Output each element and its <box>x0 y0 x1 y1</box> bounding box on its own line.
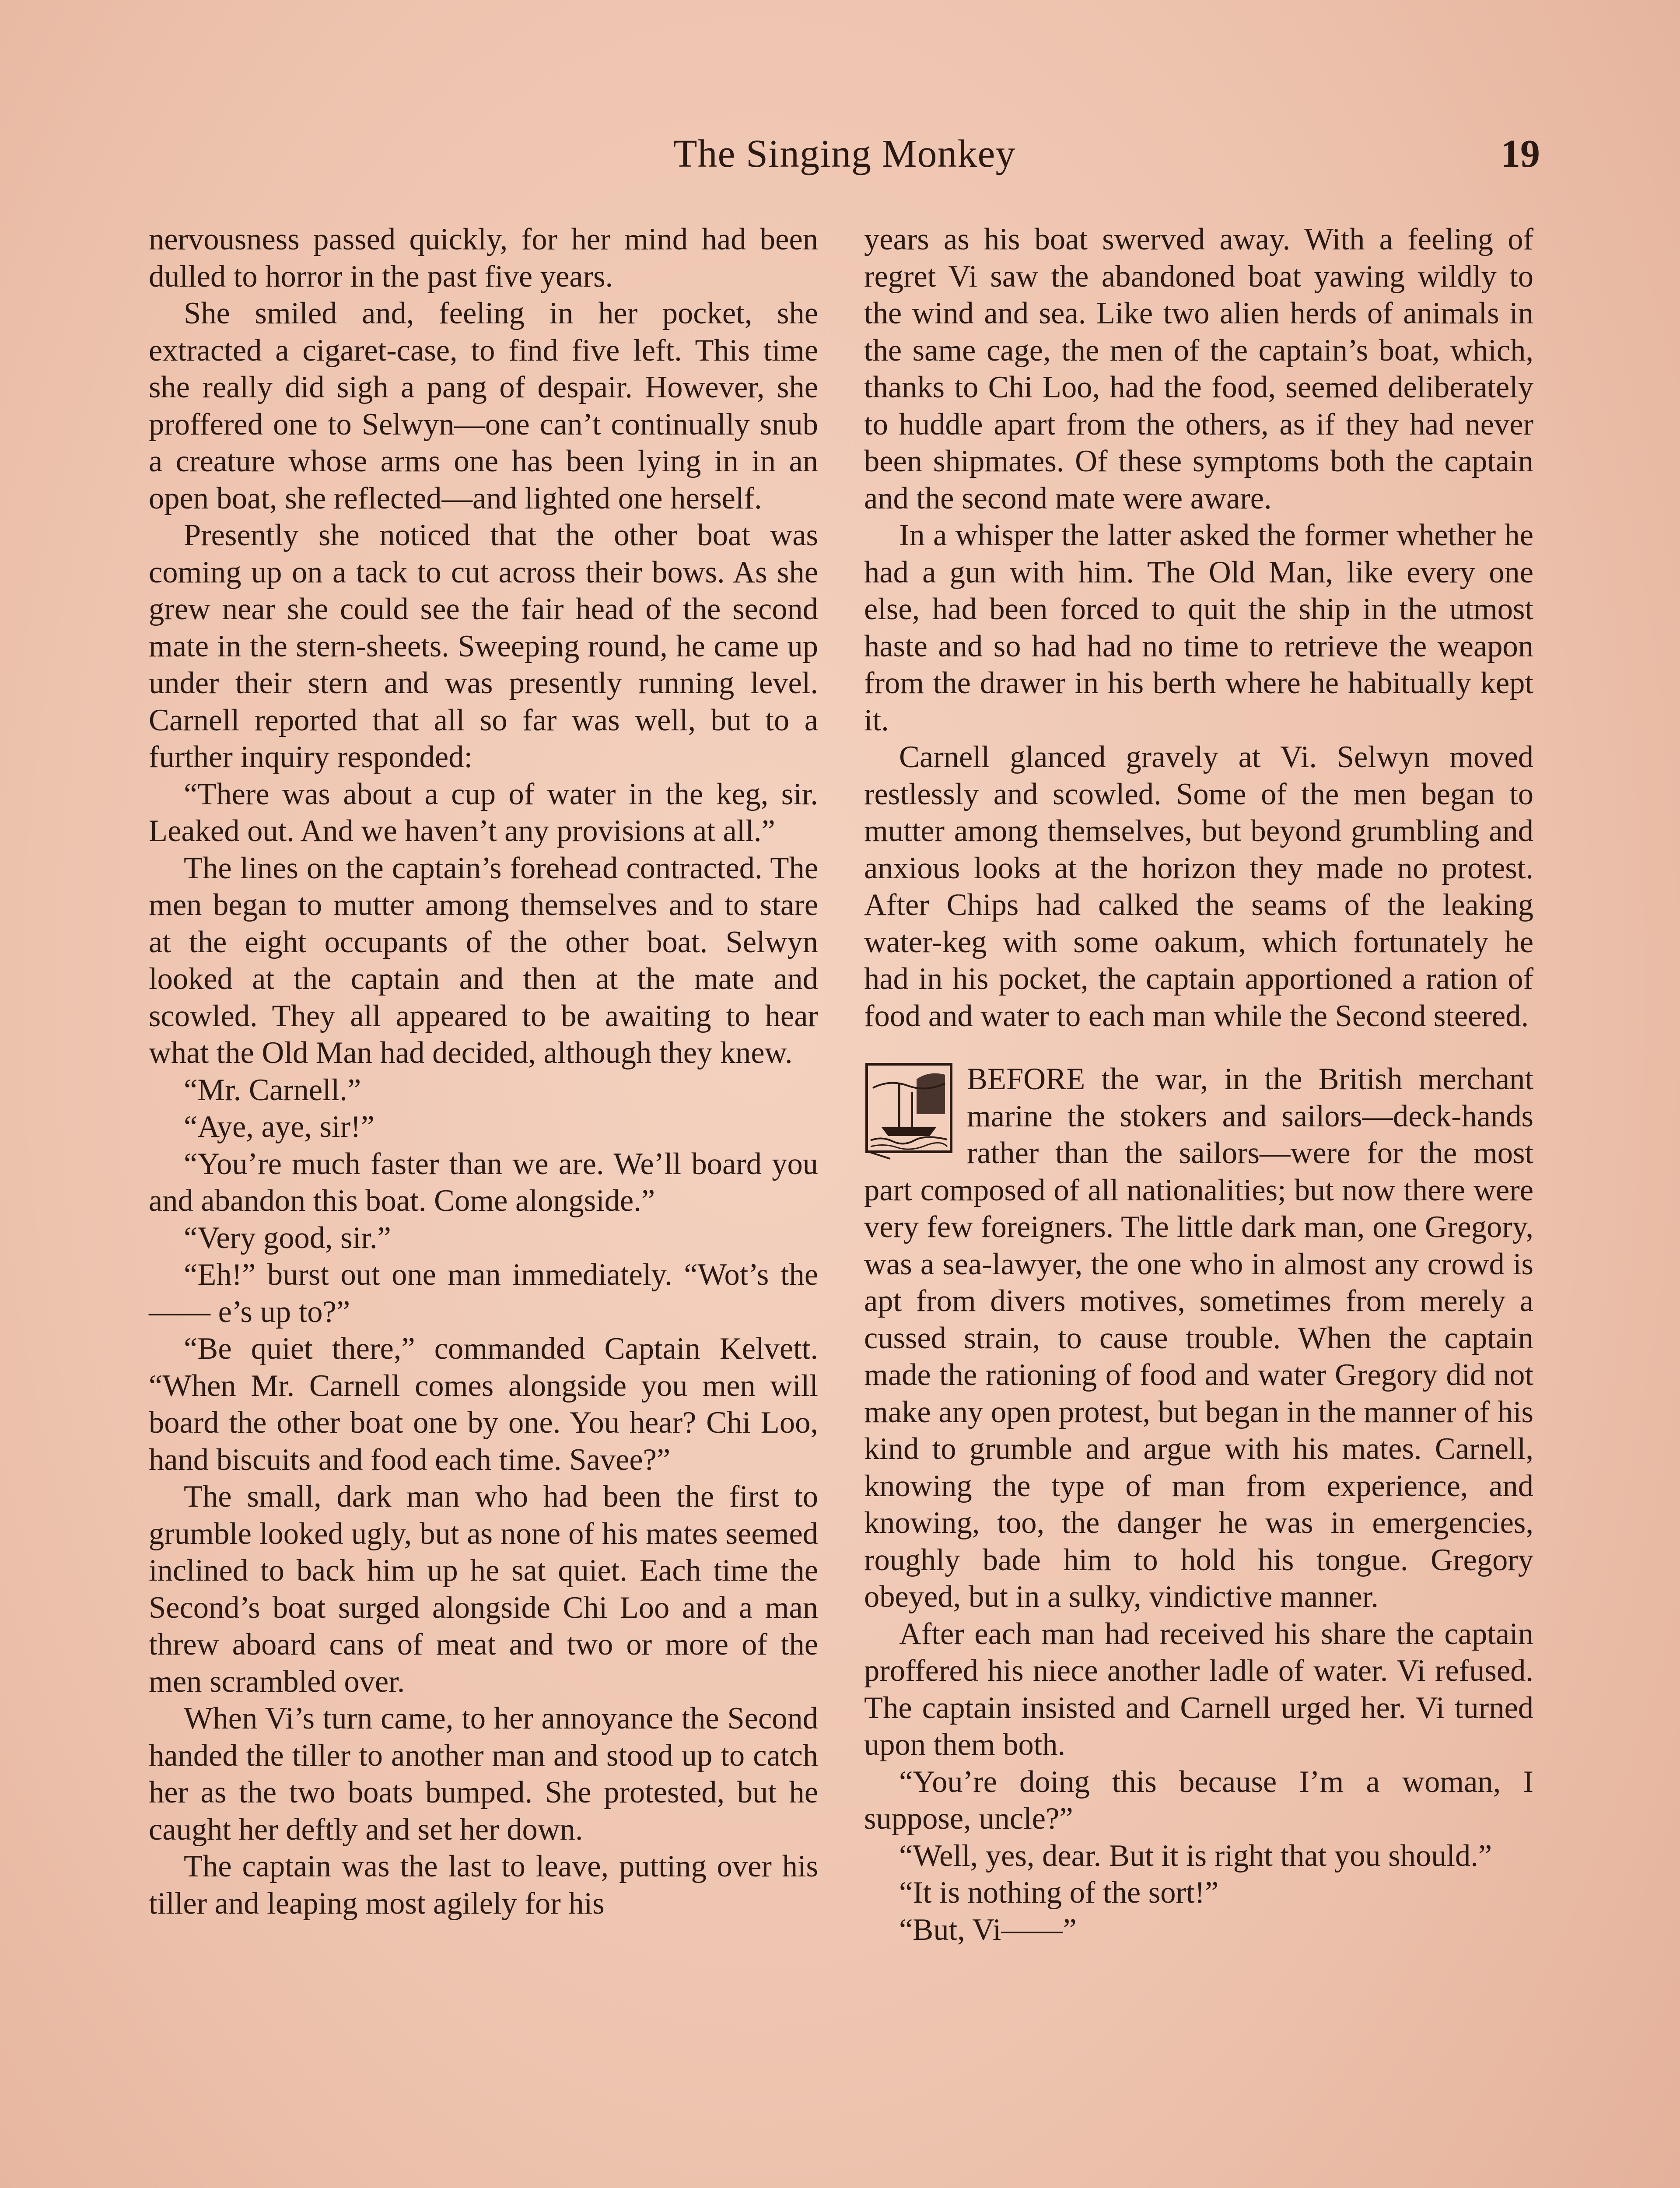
ship-at-sea-icon <box>864 1062 954 1160</box>
paragraph: “Aye, aye, sir!” <box>184 1110 374 1144</box>
paragraph: “Well, yes, dear. But it is right that you should.” <box>899 1838 1492 1873</box>
paragraph: “There was about a cup of water in the keg, sir. Leaked out. And we haven’t any provisions at all.” <box>149 777 818 848</box>
paragraph: “Be quiet there,” commanded Captain Kelvett. “When Mr. Carnell comes alongside you men will board the other boat one by one. You hear? Chi Loo, hand biscuits and food each time. Savee?” <box>149 1332 818 1477</box>
paragraph: In a whisper the latter asked the former whether he had a gun with him. The Old Man, like every one else, had been forced to quit the ship in the utmost haste and so had had no time to retrieve the weapon from the drawer in his berth where he habitually kept it. <box>864 518 1533 737</box>
paragraph: The small, dark man who had been the first to grumble looked ugly, but as none of his mates seemed inclined to back him up he sat quiet. Each time the Second’s boat surged alongside Chi Loo and a man threw aboard cans of meat and two or more of the men scrambled over. <box>149 1480 818 1699</box>
paragraph: “You’re doing this because I’m a woman, I suppose, uncle?” <box>864 1764 1533 1836</box>
paragraph: “Very good, sir.” <box>184 1220 391 1255</box>
paragraph: After each man had received his share the captain proffered his niece another ladle of water. Vi refused. The captain insisted and Carnell urged her. Vi turned upon them both. <box>864 1616 1533 1762</box>
paragraph: The lines on the captain’s forehead contracted. The men began to mutter among themselves and to stare at the eight occupants of the other boat. Selwyn looked at the captain and then at the mate and scowled. They all appeared to be awaiting to hear what the Old Man had decided, although they knew. <box>149 851 818 1070</box>
page-number: 19 <box>1501 132 1540 175</box>
paragraph: When Vi’s turn came, to her annoyance the Second handed the tiller to another man and stood up to catch her as the two boats bumped. She protested, but he caught her deftly and set her down. <box>149 1701 818 1847</box>
paragraph: nervousness passed quickly, for her mind had been dulled to horror in the past five years. <box>149 222 818 294</box>
paragraph: “It is nothing of the sort!” <box>899 1876 1219 1910</box>
paragraph: BEFORE the war, in the British merchant marine the stokers and sailors—deck-hands rather than the sailors—were for the most part composed of all nationalities; but now there were very few foreigners. The little dark man, one Gregory, was a sea-lawyer, the one who in almost any crowd is apt from divers motives, sometimes from merely a cussed strain, to cause trouble. When the captain made the rationing of food and water Gregory did not make any open protest, but began in the manner of his kind to grumble and argue with his mates. Carnell, knowing the type of man from experience, and knowing, too, the danger he was in emergencies, roughly bade him to hold his tongue. Gregory obeyed, but in a sulky, vindictive manner. <box>864 1062 1533 1614</box>
paragraph: “Mr. Carnell.” <box>184 1073 361 1107</box>
paragraph: The captain was the last to leave, putting over his tiller and leaping most agilely for his <box>149 1849 818 1921</box>
paragraph: years as his boat swerved away. With a feeling of regret Vi saw the abandoned boat yawing wildly to the wind and sea. Like two alien herds of animals in the same cage, the men of the captain’s boat, which, thanks to Chi Loo, had the food, seemed deliberately to huddle apart from the others, as if they had never been shipmates. Of these symptoms both the captain and the second mate were aware. <box>864 222 1533 515</box>
running-title: The Singing Monkey <box>673 132 1016 175</box>
running-head <box>149 131 1540 188</box>
paragraph: “You’re much faster than we are. We’ll board you and abandon this boat. Come alongside.” <box>149 1147 818 1218</box>
right-column <box>864 221 1533 2188</box>
paragraph: Carnell glanced gravely at Vi. Selwyn moved restlessly and scowled. Some of the men began to mutter among themselves, but beyond grumbling and anxious looks at the horizon they made no protest. After Chips had calked the seams of the leaking water-keg with some oakum, which fortunately he had in his pocket, the captain apportioned a ration of food and water to each man while the Second steered. <box>864 740 1533 1033</box>
paragraph: Presently she noticed that the other boat was coming up on a tack to cut across their bows. As she grew near she could see the fair head of the second mate in the stern-sheets. Sweeping round, he came up under their stern and was presently running level. Carnell reported that all so far was well, but to a further inquiry responded: <box>149 518 818 774</box>
left-column <box>149 221 818 2188</box>
paragraph: She smiled and, feeling in her pocket, she extracted a cigaret-case, to find five left. This time she really did sigh a pang of despair. However, she proffered one to Selwyn—one can’t continually snub a creature whose arms one has been lying in in an open boat, she reflected—and lighted one herself. <box>149 296 818 515</box>
section-break <box>864 1034 1533 1061</box>
paragraph: “But, Vi——” <box>899 1912 1077 1947</box>
paragraph: “Eh!” burst out one man immediately. “Wot’s the —— e’s up to?” <box>149 1258 818 1329</box>
